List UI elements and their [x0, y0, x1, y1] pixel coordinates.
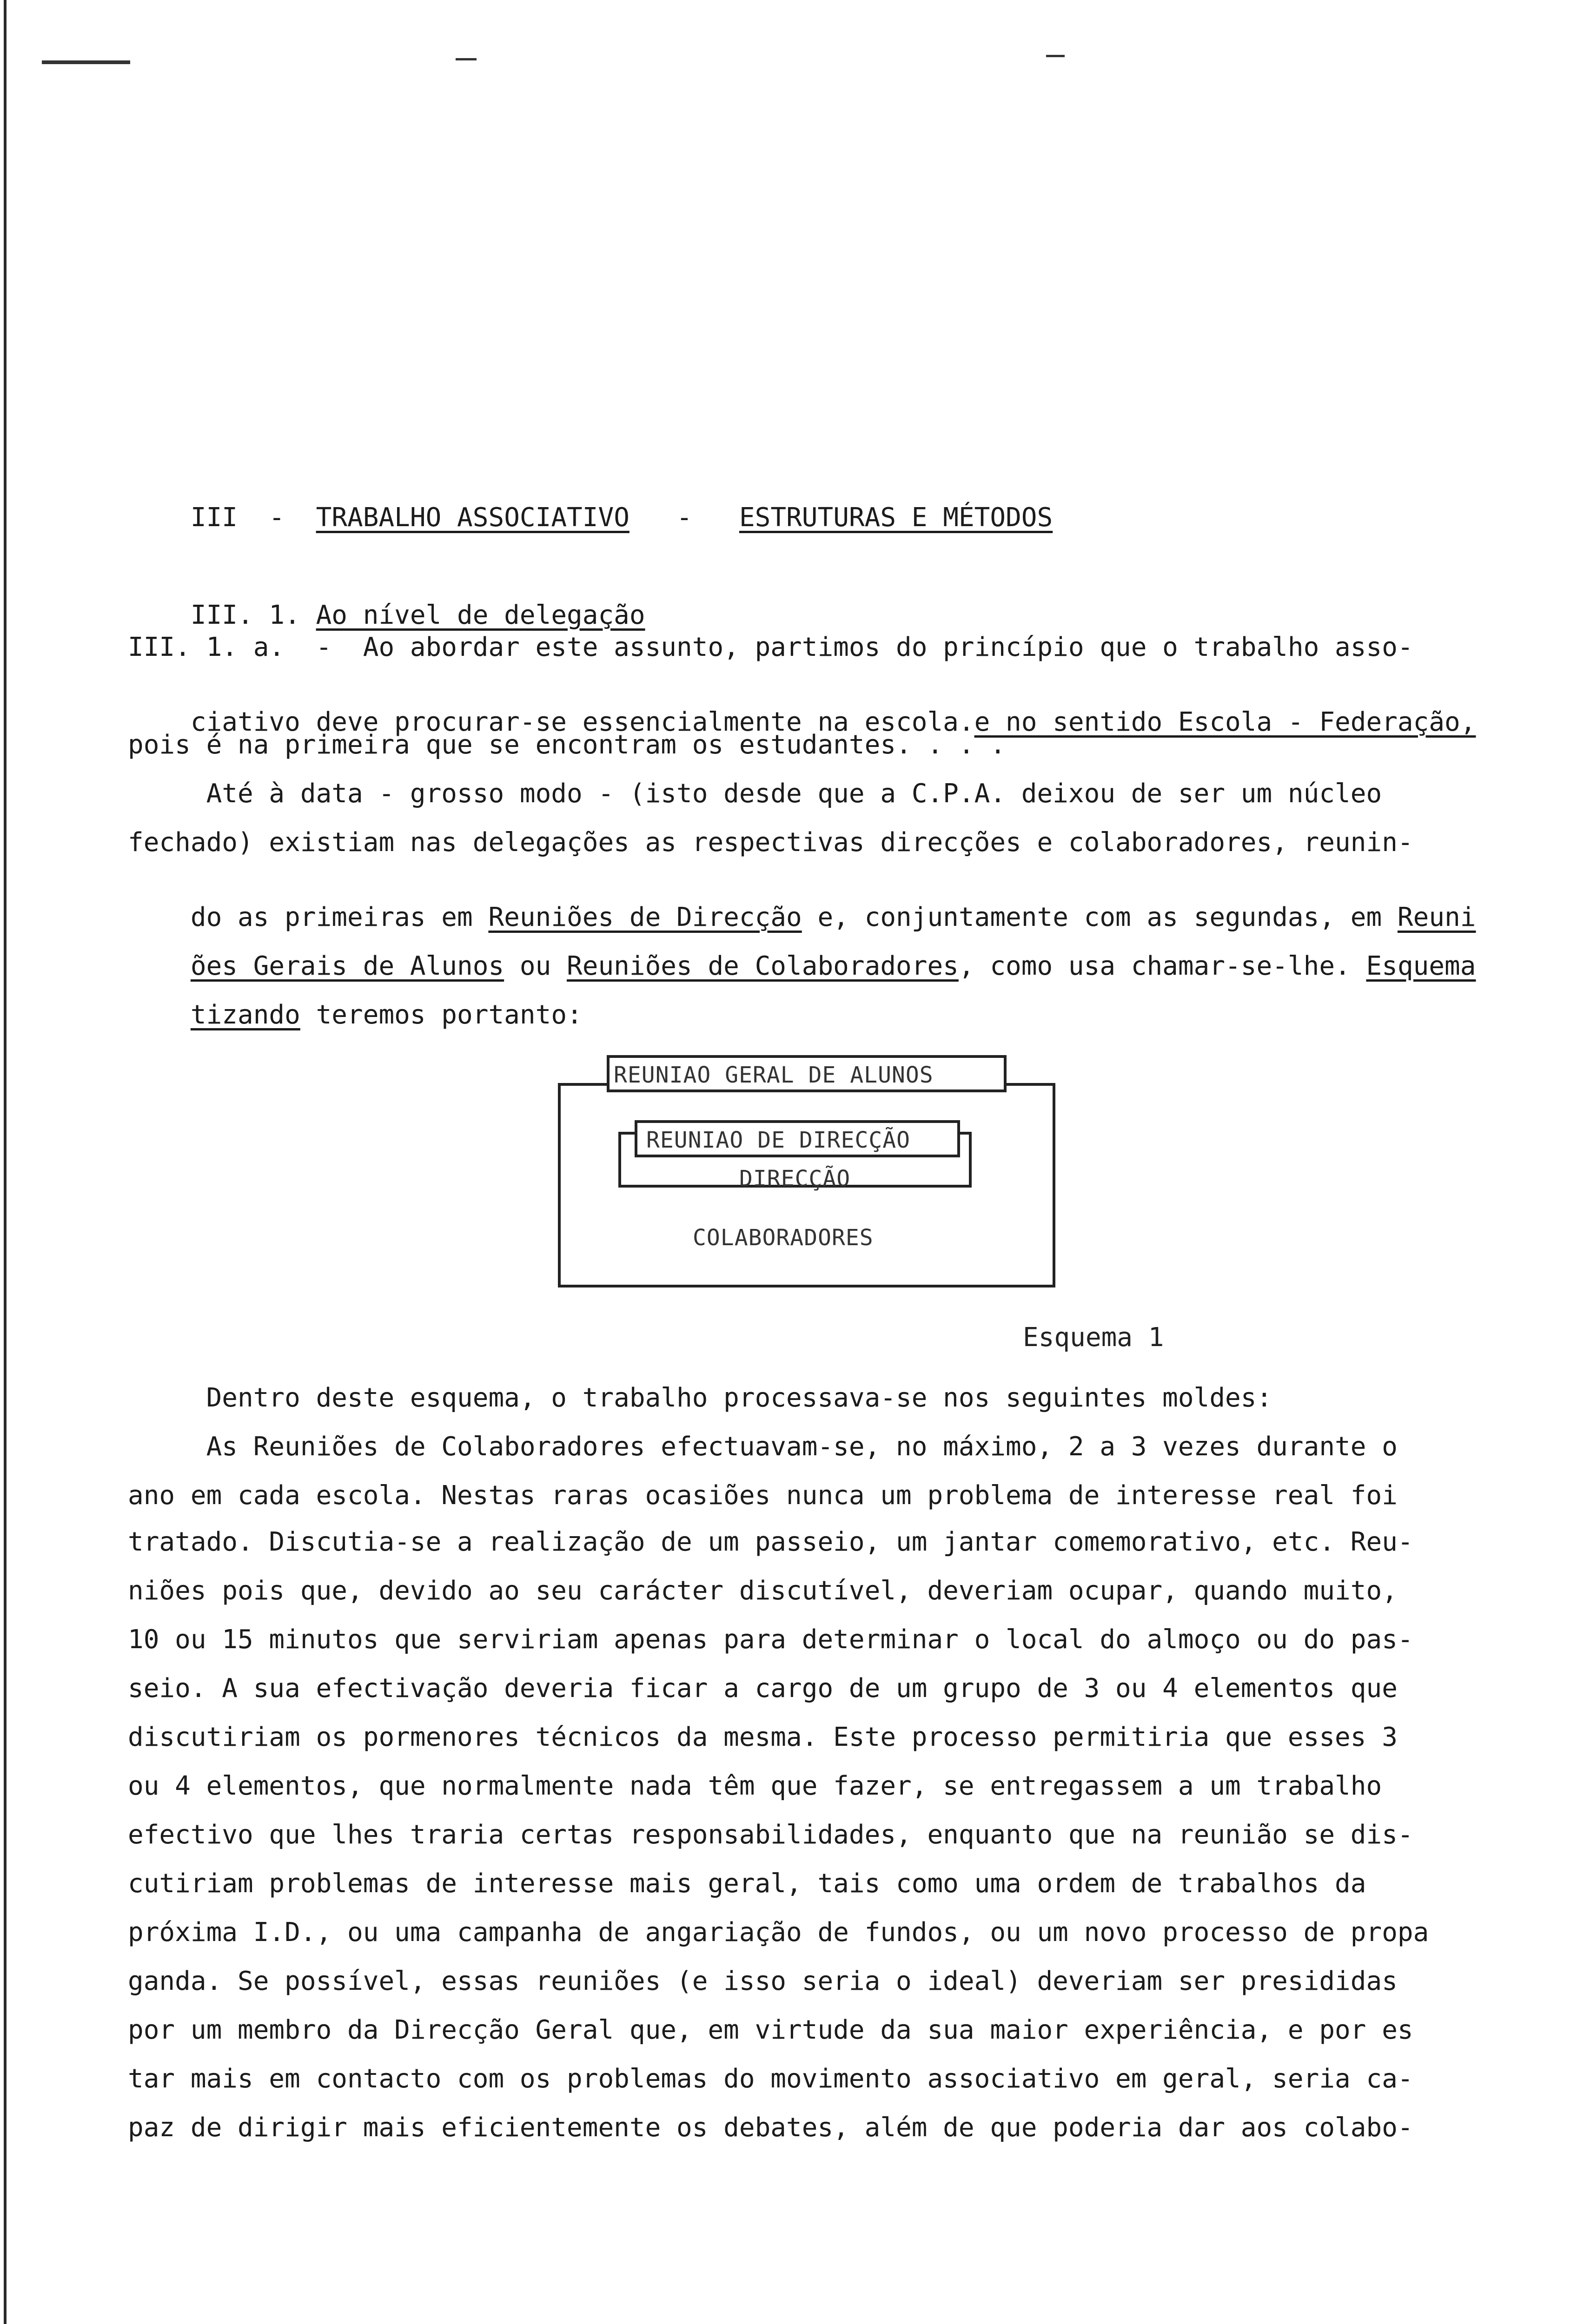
section-title: Ao nível de delegação — [316, 600, 645, 630]
text-line: pois é na primeira que se encontram os estudantes. . . . — [128, 730, 1006, 760]
text-line: ou 4 elementos, que normalmente nada têm que fazer, se entregassem a um trabalho — [128, 1771, 1382, 1801]
text-line: 10 ou 15 minutos que serviriam apenas para determinar o local do almoço ou do pas- — [128, 1624, 1413, 1655]
text-span: ou — [504, 951, 567, 981]
schema-caption: Esquema 1 — [1023, 1322, 1164, 1353]
text-line: fechado) existiam nas delegações as respectivas direcções e colaboradores, reunin- — [128, 827, 1413, 858]
text-line: efectivo que lhes traria certas responsabilidades, enquanto que na reunião se dis- — [128, 1820, 1413, 1850]
text-line: por um membro da Direcção Geral que, em virtude da sua maior experiência, e por es — [128, 2015, 1413, 2045]
scan-left-edge — [4, 0, 7, 2324]
header-part2: ESTRUTURAS E MÉTODOS — [739, 502, 1053, 533]
header-number: III — [190, 502, 238, 533]
text-line: ganda. Se possível, essas reuniões (e isso seria o ideal) deveriam ser presididas — [128, 1966, 1398, 1996]
text-line: ano em cada escola. Nestas raras ocasiões nunca um problema de interesse real foi — [128, 1480, 1398, 1511]
document-header — [128, 479, 1053, 557]
underlined-text: e no sentido Escola - Federação, — [974, 707, 1476, 737]
label-direccao: DIRECÇÃO — [739, 1166, 851, 1192]
text-line: tratado. Discutia-se a realização de um passeio, um jantar comemorativo, etc. Reu- — [128, 1527, 1413, 1557]
label-reuniao-geral: REUNIAO GERAL DE ALUNOS — [614, 1062, 934, 1088]
text-line: As Reuniões de Colaboradores efectuavam-se, no máximo, 2 a 3 vezes durante o — [128, 1432, 1398, 1462]
text-line: discutiriam os pormenores técnicos da mesma. Este processo permitiria que esses 3 — [128, 1722, 1398, 1752]
header-part1: TRABALHO ASSOCIATIVO — [316, 502, 629, 533]
text-line: cutiriam problemas de interesse mais geral, tais como uma ordem de trabalhos da — [128, 1868, 1366, 1899]
text-line: paz de dirigir mais eficientemente os debates, além de que poderia dar aos colabo- — [128, 2113, 1413, 2143]
text-line: Dentro deste esquema, o trabalho processava-se nos seguintes moldes: — [128, 1383, 1272, 1413]
underlined-text: ões Gerais de Alunos — [190, 951, 504, 981]
scan-mark — [456, 58, 477, 60]
text-line: niões pois que, devido ao seu carácter discutível, deveriam ocupar, quando muito, — [128, 1576, 1398, 1606]
underlined-text: Reuniões de Direcção — [488, 902, 802, 932]
scan-mark — [42, 60, 130, 64]
text-span: teremos portanto: — [300, 1000, 583, 1030]
header-dash: - — [269, 502, 285, 533]
schema-diagram — [553, 1046, 1060, 1297]
label-colaboradores: COLABORADORES — [693, 1225, 874, 1251]
label-reuniao-direccao: REUNIAO DE DIRECÇÃO — [646, 1127, 911, 1153]
text-line: Até à data - grosso modo - (isto desde que a C.P.A. deixou de ser um núcleo — [128, 779, 1382, 809]
text-span: ciativo deve procurar-se essencialmente na escola. — [190, 707, 974, 737]
text-line: tar mais em contacto com os problemas do movimento associativo em geral, seria ca- — [128, 2064, 1413, 2094]
text-span: do as primeiras em — [190, 902, 489, 932]
text-line: próxima I.D., ou uma campanha de angariação de fundos, ou um novo processo de propa — [128, 1917, 1429, 1948]
text-span: e, conjuntamente com as segundas, em — [802, 902, 1398, 932]
underlined-text: tizando — [190, 1000, 300, 1030]
section-number: III. 1. — [190, 600, 300, 630]
underlined-text: Esquema — [1366, 951, 1476, 981]
header-dash: - — [676, 502, 692, 533]
text-line: seio. A sua efectivação deveria ficar a cargo de um grupo de 3 ou 4 elementos que — [128, 1673, 1398, 1703]
scan-mark — [1046, 55, 1065, 57]
text-line — [128, 976, 583, 1054]
underlined-text: Reuni — [1397, 902, 1476, 932]
text-span: , como usa chamar-se-lhe. — [958, 951, 1366, 981]
underlined-text: Reuniões de Colaboradores — [567, 951, 959, 981]
text-line: III. 1. a. - Ao abordar este assunto, partimos do princípio que o trabalho asso- — [128, 632, 1413, 662]
